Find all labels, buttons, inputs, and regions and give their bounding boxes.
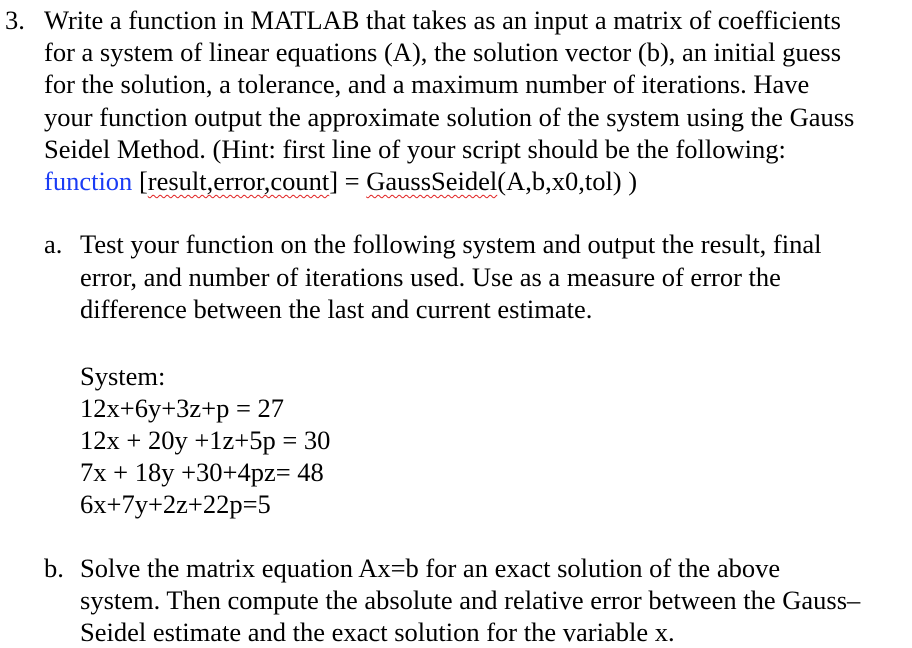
equation: 7x + 18y +30+4pz= 48 xyxy=(80,457,324,487)
question-text-line: Seidel Method. (Hint: first line of your script should be the following: xyxy=(44,134,786,164)
function-signature xyxy=(44,165,637,197)
part-a-label: a. xyxy=(44,229,63,259)
function-name: GaussSeidel xyxy=(366,166,498,196)
part-b-text-line: Solve the matrix equation Ax=b for an exact solution of the above xyxy=(80,553,781,583)
equation: 6x+7y+2z+22p=5 xyxy=(80,489,271,519)
output-args: result,error,count xyxy=(147,166,330,196)
part-b-text-line: system. Then compute the absolute and relative error between the Gauss– xyxy=(80,585,861,615)
input-args: (A,b,x0,tol) ) xyxy=(497,166,638,196)
part-b-label: b. xyxy=(44,553,64,583)
part-a-text-line: error, and number of iterations used. Use as a measure of error the xyxy=(80,262,781,292)
question-text-line: for a system of linear equations (A), the solution vector (b), an initial guess xyxy=(44,37,842,67)
question-number: 3. xyxy=(5,5,25,35)
part-a-text-line: Test your function on the following system and output the result, final xyxy=(80,229,822,259)
question-text-line: your function output the approximate solution of the system using the Gauss xyxy=(44,102,855,132)
equation: 12x + 20y +1z+5p = 30 xyxy=(80,425,331,455)
question-text-line: for the solution, a tolerance, and a maximum number of iterations. Have xyxy=(44,69,810,99)
equation: 12x+6y+3z+p = 27 xyxy=(80,393,285,423)
equals: ] = xyxy=(329,166,367,196)
question-text-line: Write a function in MATLAB that takes as an input a matrix of coefficients xyxy=(44,5,841,35)
part-a-text-line: difference between the last and current estimate. xyxy=(80,294,593,324)
system-label: System: xyxy=(80,361,166,391)
bracket-open: [ xyxy=(132,166,148,196)
part-b-text-line: Seidel estimate and the exact solution for the variable x. xyxy=(80,617,675,647)
function-keyword: function xyxy=(44,166,133,196)
